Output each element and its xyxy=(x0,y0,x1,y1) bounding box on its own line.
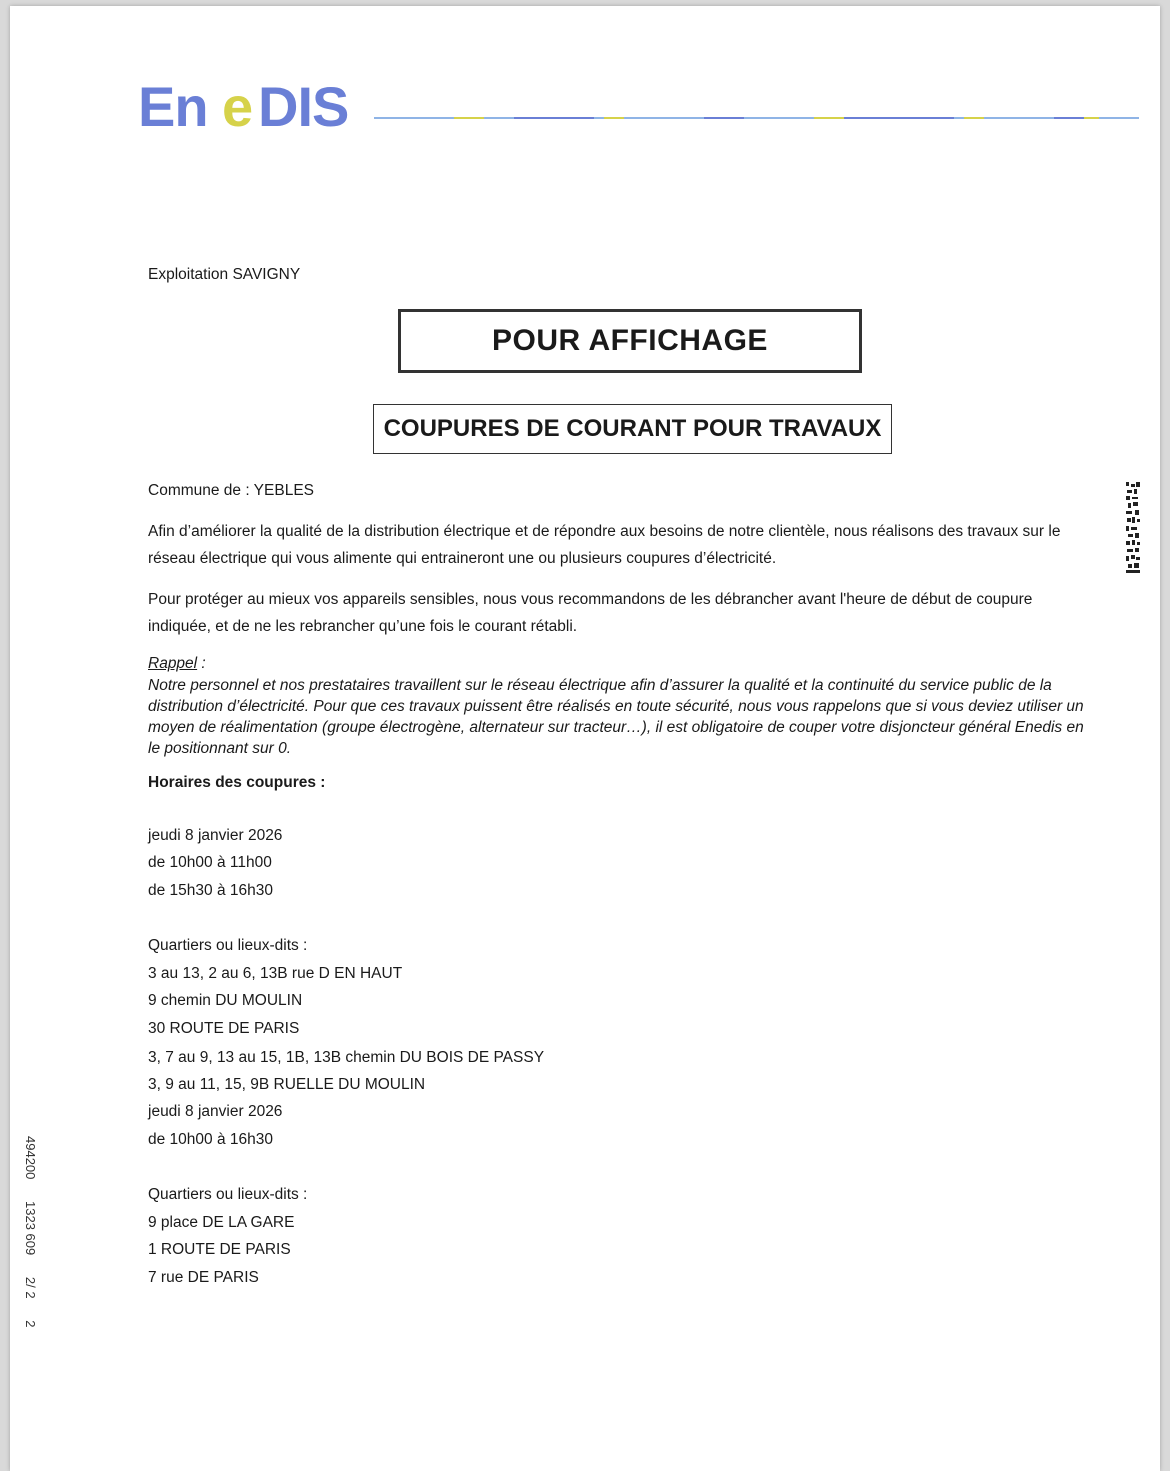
horaires-title: Horaires des coupures : xyxy=(148,774,326,791)
block1-place: 3 au 13, 2 au 6, 13B rue D EN HAUT xyxy=(148,965,403,982)
block2-places-title: Quartiers ou lieux-dits : xyxy=(148,1186,308,1203)
block2-place: 7 rue DE PARIS xyxy=(148,1269,259,1286)
side-code: 494200 xyxy=(23,1136,38,1180)
block1-date: jeudi 8 janvier 2026 xyxy=(148,827,283,844)
block2-date: jeudi 8 janvier 2026 xyxy=(148,1103,283,1120)
rappel-colon: : xyxy=(197,655,206,672)
intro-paragraph: Afin d’améliorer la qualité de la distribution électrique et de répondre aux besoins de notre clientèle, nous réalisons des travaux sur le réseau électrique qui vous alimente qui entraineront une ou plusieurs coupures d’électricité. xyxy=(148,523,1061,567)
block1-place: 30 ROUTE DE PARIS xyxy=(148,1020,300,1037)
rappel-heading xyxy=(148,653,1088,674)
svg-text:e: e xyxy=(222,75,254,136)
svg-text:DIS: DIS xyxy=(258,75,349,136)
block1-place: 3, 9 au 11, 15, 9B RUELLE DU MOULIN xyxy=(148,1076,426,1093)
advice-paragraph: Pour protéger au mieux vos appareils sensibles, nous vous recommandons de les débrancher avant l'heure de début de coupure indiquée, et de ne les rebrancher qu’une fois le courant rétabli. xyxy=(148,591,1033,635)
block2-slot: de 10h00 à 16h30 xyxy=(148,1131,273,1148)
block1-slot-1: de 10h00 à 11h00 xyxy=(148,854,272,871)
subtitle-box: COUPURES DE COURANT POUR TRAVAUX xyxy=(373,404,892,454)
title-box: POUR AFFICHAGE xyxy=(398,309,862,373)
side-code: 1323 609 xyxy=(23,1201,38,1256)
block2-place: 9 place DE LA GARE xyxy=(148,1214,295,1231)
enedis-logo xyxy=(138,74,368,136)
block1-place: 9 chemin DU MOULIN xyxy=(148,992,303,1009)
side-reference-codes xyxy=(23,1136,38,1345)
document-page xyxy=(10,6,1160,1471)
block1-slot-2: de 15h30 à 16h30 xyxy=(148,882,273,899)
barcode-icon xyxy=(1126,482,1140,574)
block1-place: 3, 7 au 9, 13 au 15, 1B, 13B chemin DU BOIS DE PASSY xyxy=(148,1049,545,1066)
block1-places-title: Quartiers ou lieux-dits : xyxy=(148,937,308,954)
block2-place: 1 ROUTE DE PARIS xyxy=(148,1241,291,1258)
side-code: 2/ 2 xyxy=(23,1276,38,1299)
commune-label: Commune de : YEBLES xyxy=(148,482,314,499)
exploitation-label: Exploitation SAVIGNY xyxy=(148,266,301,283)
svg-text:En: En xyxy=(138,75,208,136)
rappel-label: Rappel xyxy=(148,655,198,672)
side-code: 2 xyxy=(23,1320,38,1328)
header-rule xyxy=(374,116,1139,120)
rappel-text: Notre personnel et nos prestataires travaillent sur le réseau électrique afin d’assurer la qualité et la continuité du service public de la distribution d’électricité. Pour que ces travaux puissent être réalisés en toute sécurité, nous vous rappelons que si vous deviez utiliser un moyen de réalimentation (groupe électrogène, alternateur sur tracteur…), il est obligatoire de couper votre disjoncteur général Enedis en le positionnant sur 0. xyxy=(148,677,1084,757)
